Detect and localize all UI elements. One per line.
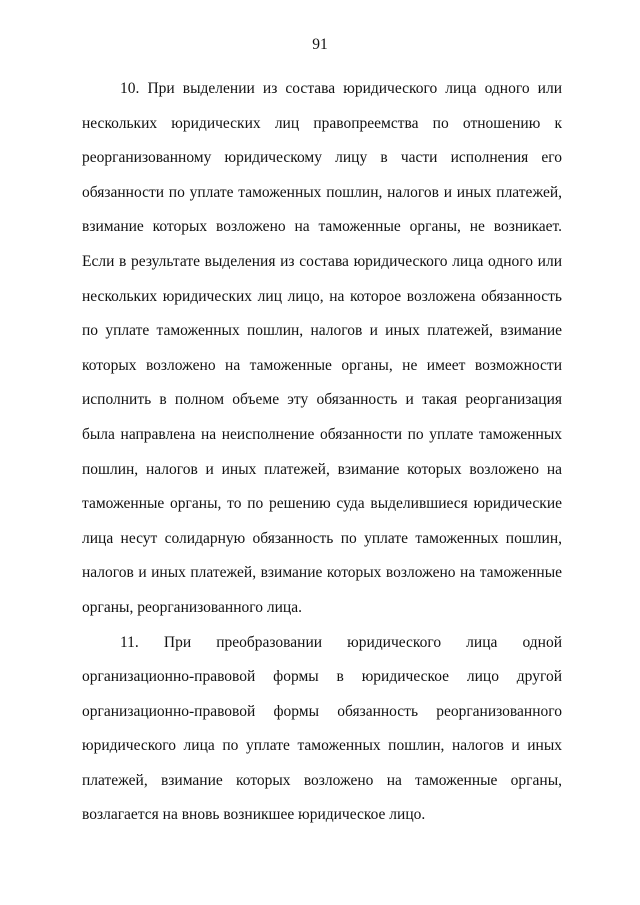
paragraph-10: 10. При выделении из состава юридического лица одного или нескольких юридических лиц правопреемства по отношению к реорганизованному юридическому лицу в части исполнения его обязанности по уплате таможенных пошлин, налогов и иных платежей, взимание которых возложено на таможенные органы, не возникает. Если в результате выделения из состава юридического лица одного или нескольких юридических лиц лицо, на которое возложена обязанность по уплате таможенных пошлин, налогов и иных платежей, взимание которых возложено на таможенные органы, не имеет возможности исполнить в полном объеме эту обязанность и такая реорганизация была направлена на неисполнение обязанности по уплате таможенных пошлин, налогов и иных платежей, взимание которых возложено на таможенные органы, то по решению суда выделившиеся юридические лица несут солидарную обязанность по уплате таможенных пошлин, налогов и иных платежей, взимание которых возложено на таможенные органы, реорганизованного лица. (82, 80, 562, 616)
paragraph-11: 11. При преобразовании юридического лица одной организационно-правовой формы в юридическое лицо другой организационно-правовой формы обязанность реорганизованного юридического лица по уплате таможенных пошлин, налогов и иных платежей, взимание которых возложено на таможенные органы, возлагается на вновь возникшее юридическое лицо. (82, 633, 562, 824)
page-number: 91 (312, 36, 328, 53)
document-body (82, 72, 562, 833)
